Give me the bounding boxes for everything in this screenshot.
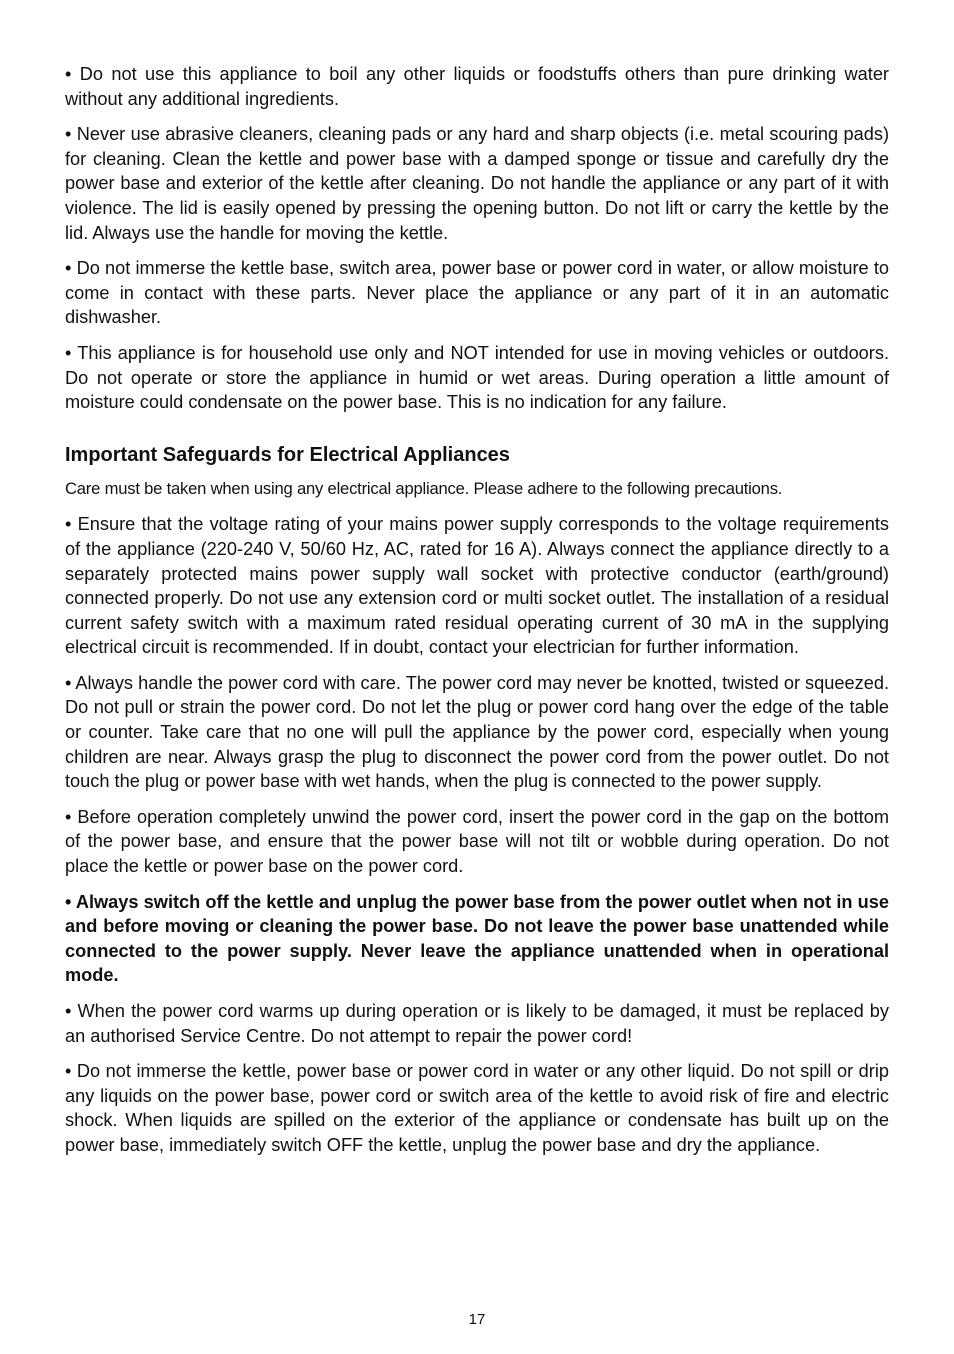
safety-paragraph-liquid-spill: • Do not immerse the kettle, power base or power cord in water or any other liquid. Do not spill or drip any liquids on the power base, power cord or switch area of the kettle to avoid risk of fire and electric shock. When liquids are spilled on the exterior of the appliance or condensate has built up on the power base, immediately switch OFF the kettle, unplug the power base and dry the appliance. bbox=[65, 1061, 889, 1155]
safety-paragraph-immersion: • Do not immerse the kettle base, switch area, power base or power cord in water, or allow moisture to come in contact with these parts. Never place the appliance or any part of it in an automatic dishwasher. bbox=[65, 258, 889, 328]
page-number: 17 bbox=[468, 1311, 486, 1328]
safety-paragraph-cord-damage: • When the power cord warms up during operation or is likely to be damaged, it must be replaced by an authorised Service Centre. Do not attempt to repair the power cord! bbox=[65, 1001, 889, 1046]
safety-paragraph-power-cord: • Always handle the power cord with care. The power cord may never be knotted, twisted or squeezed. Do not pull or strain the power cord. Do not let the plug or power cord hang over the edge of the table or counter. Take care that no one will pull the appliance by the power cord, especially when young children are near. Always grasp the plug to disconnect the power cord from the power outlet. Do not touch the plug or power base with wet hands, when the plug is connected to the power supply. bbox=[65, 672, 889, 792]
page-content bbox=[65, 62, 889, 1169]
safety-paragraph-switch-off-warning: • Always switch off the kettle and unplug the power base from the power outlet when not in use and before moving or cleaning the power base. Do not leave the power base unattended while connected to the power supply. Never leave the appliance unattended when in operational mode. bbox=[65, 891, 889, 986]
safety-paragraph-cleaning: • Never use abrasive cleaners, cleaning pads or any hard and sharp objects (i.e. metal scouring pads) for cleaning. Clean the kettle and power base with a damped sponge or tissue and carefully dry the power base and exterior of the kettle after cleaning. Do not handle the appliance or any part of it with violence. The lid is easily opened by pressing the opening button. Do not lift or carry the kettle by the lid. Always use the handle for moving the kettle. bbox=[65, 124, 889, 243]
safety-paragraph-liquids: • Do not use this appliance to boil any other liquids or foodstuffs others than pure drinking water without any additional ingredients. bbox=[65, 64, 889, 109]
safety-paragraph-voltage: • Ensure that the voltage rating of your mains power supply corresponds to the voltage requirements of the appliance (220-240 V, 50/60 Hz, AC, rated for 16 A). Always connect the appliance directly to a separately protected mains power supply wall socket with protective conductor (earth/ground) connected properly. Do not use any extension cord or multi socket outlet. The installation of a residual current safety switch with a maximum rated residual operating current of 30 mA in the supplying electrical circuit is recommended. If in doubt, contact your electrician for further information. bbox=[65, 514, 889, 658]
section-intro: Care must be taken when using any electrical appliance. Please adhere to the following precautions. bbox=[65, 478, 783, 498]
safety-paragraph-household-use: • This appliance is for household use only and NOT intended for use in moving vehicles or outdoors. Do not operate or store the appliance in humid or wet areas. During operation a little amount of moisture could condensate on the power base. This is no indication for any failure. bbox=[65, 342, 889, 413]
section-heading: Important Safeguards for Electrical Appliances bbox=[65, 443, 510, 466]
safety-paragraph-unwind-cord: • Before operation completely unwind the power cord, insert the power cord in the gap on the bottom of the power base, and ensure that the power base will not tilt or wobble during operation. Do not place the kettle or power base on the power cord. bbox=[65, 806, 889, 877]
